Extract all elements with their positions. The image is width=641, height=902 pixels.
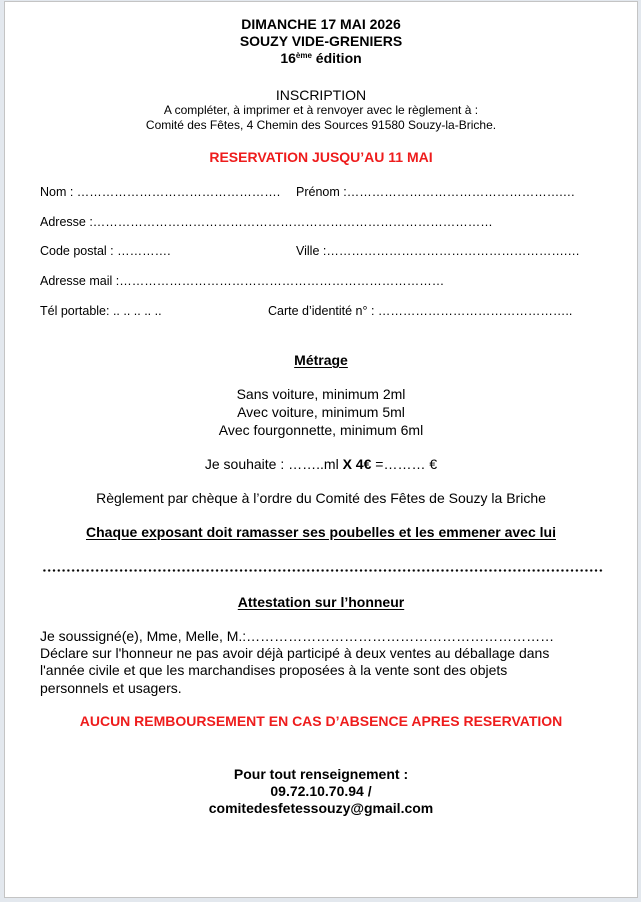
event-date: DIMANCHE 17 MAI 2026 — [241, 16, 401, 32]
dotted-separator — [42, 569, 604, 572]
field-ville[interactable]: Ville :………………………………………………….… — [296, 244, 580, 258]
no-refund-notice: AUCUN REMBOURSEMENT EN CAS D’ABSENCE APRES RESERVATION — [79, 713, 563, 729]
attestation-line: Déclare sur l'honneur ne pas avoir déjà participé à deux ventes au déballage dans — [40, 645, 550, 661]
document-page — [4, 1, 638, 898]
field-tel-portable[interactable]: Tél portable: .. .. .. .. .. — [40, 304, 162, 318]
edition — [5, 50, 637, 66]
metrage-option: Avec fourgonnette, minimum 6ml — [218, 422, 424, 438]
metrage-option: Avec voiture, minimum 5ml — [237, 404, 405, 420]
field-prenom[interactable]: Prénom :…………………………………………….… — [296, 185, 576, 199]
reservation-deadline: RESERVATION JUSQU’AU 11 MAI — [209, 149, 433, 165]
inscription-instructions: A compléter, à imprimer et à renvoyer avec le règlement à : — [163, 103, 479, 117]
wish-prefix: Je souhaite : ……..ml — [204, 456, 343, 472]
field-code-postal[interactable]: Code postal : …………. — [40, 244, 171, 258]
event-name: SOUZY VIDE-GRENIERS — [239, 33, 403, 49]
attestation-line: l'année civile et que les marchandises proposées à la vente sont des objets — [40, 662, 508, 678]
attestation-title: Attestation sur l’honneur — [237, 594, 405, 610]
metrage-title: Métrage — [294, 352, 348, 368]
edition-number: 16 — [280, 50, 296, 66]
edition-sup: ème — [295, 51, 312, 60]
inscription-title: INSCRIPTION — [275, 87, 367, 103]
wish-suffix: =……… € — [371, 456, 438, 472]
field-nom[interactable]: Nom : …………………………………………. — [40, 185, 281, 199]
attestation-line-name[interactable]: Je soussigné(e), Mme, Melle, M.:………………………………………………………… — [40, 628, 555, 644]
edition-word: édition — [311, 50, 362, 66]
attestation-line: personnels et usagers. — [40, 680, 182, 696]
field-adresse-mail[interactable]: Adresse mail :…………………………………………………………………… — [40, 274, 445, 288]
field-carte-identite[interactable]: Carte d’identité n° : ……………………………………….. — [268, 304, 573, 318]
contact-label: Pour tout renseignement : — [233, 766, 409, 782]
payment-info: Règlement par chèque à l’ordre du Comité des Fêtes de Souzy la Briche — [96, 490, 546, 506]
field-adresse[interactable]: Adresse :…………………………………………………………………………………… — [40, 215, 493, 229]
contact-email[interactable]: comitedesfetessouzy@gmail.com — [208, 800, 434, 816]
contact-phone: 09.72.10.70.94 / — [270, 783, 372, 799]
trash-notice: Chaque exposant doit ramasser ses poubelles et les emmener avec lui — [86, 524, 556, 540]
wish-price: X 4€ — [342, 456, 372, 472]
inscription-address: Comité des Fêtes, 4 Chemin des Sources 91580 Souzy-la-Briche. — [145, 118, 497, 132]
metrage-wish[interactable] — [5, 456, 637, 472]
metrage-option: Sans voiture, minimum 2ml — [236, 386, 406, 402]
